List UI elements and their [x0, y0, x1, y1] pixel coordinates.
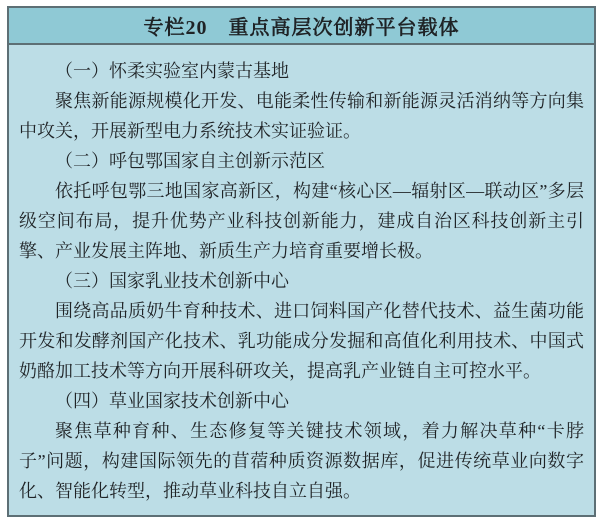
section-2-heading: （二）呼包鄂国家自主创新示范区: [55, 151, 325, 171]
panel-body: [9, 45, 594, 515]
section-3: [19, 266, 584, 386]
column-panel: [7, 6, 596, 517]
section-3-paragraph: 围绕高品质奶牛育种技术、进口饲料国产化替代技术、益生菌功能开发和发酵剂国产化技术、乳功能成分发掘和高值化利用技术、中国式奶酪加工技术等方向开展科研攻关，提高乳产业链自主可控水平。: [19, 301, 584, 381]
section-1-heading: （一）怀柔实验室内蒙古基地: [55, 61, 289, 81]
section-2-paragraph: 依托呼包鄂三地国家高新区，构建“核心区—辐射区—联动区”多层级空间布局，提升优势产业科技创新能力，建成自治区科技创新主引擎、产业发展主阵地、新质生产力培育重要增长极。: [19, 181, 584, 261]
section-2: [19, 146, 584, 266]
panel-title: 专栏20 重点高层次创新平台载体: [143, 17, 460, 39]
section-4-heading: （四）草业国家技术创新中心: [55, 391, 289, 411]
section-3-heading: （三）国家乳业技术创新中心: [55, 271, 289, 291]
section-1: [19, 56, 584, 146]
section-4-paragraph: 聚焦草种育种、生态修复等关键技术领域，着力解决草种“卡脖子”问题，构建国际领先的苜蓿种质资源数据库，促进传统草业向数字化、智能化转型，推动草业科技自立自强。: [19, 421, 584, 501]
section-1-paragraph: 聚焦新能源规模化开发、电能柔性传输和新能源灵活消纳等方向集中攻关，开展新型电力系统技术实证验证。: [19, 91, 584, 141]
section-4: [19, 386, 584, 506]
panel-header: [9, 8, 594, 45]
